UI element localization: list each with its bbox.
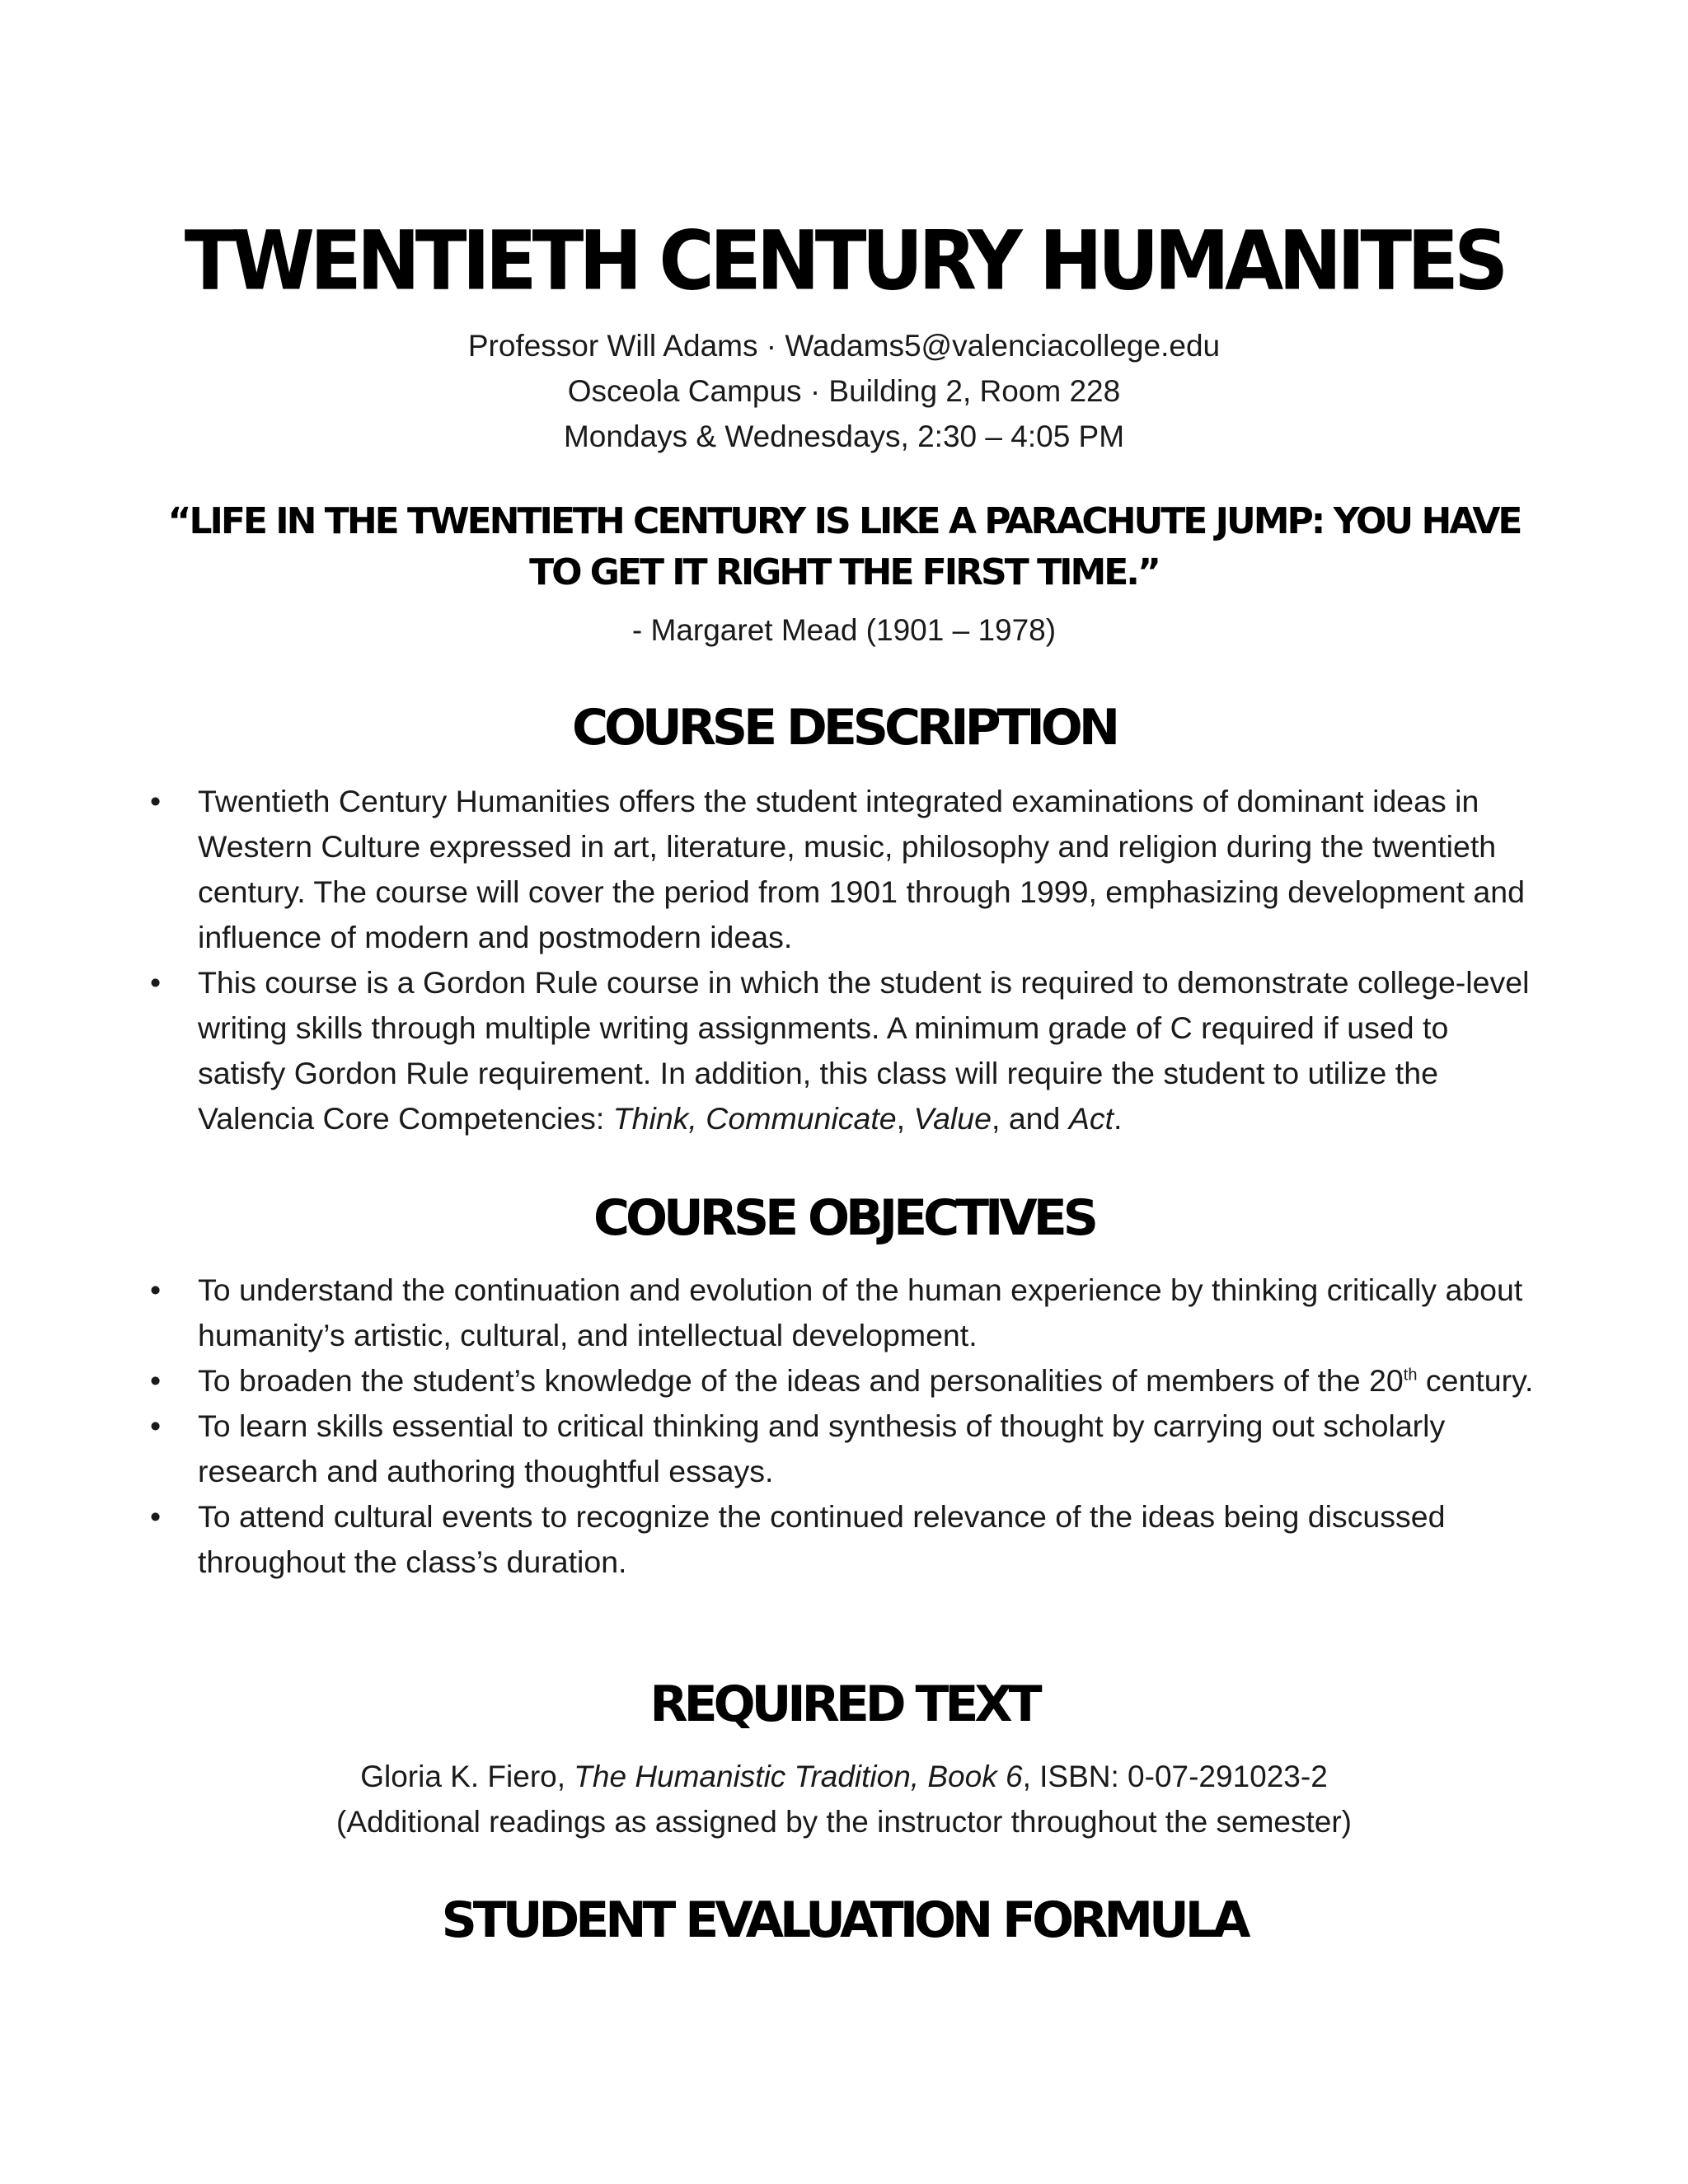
class-schedule-line: Mondays & Wednesdays, 2:30 – 4:05 PM [563, 419, 1125, 453]
conjunction-text: , and [991, 1101, 1069, 1136]
ordinal-suffix: th [1403, 1366, 1418, 1385]
competency-act: Act [1068, 1101, 1114, 1136]
bullet-icon: • [150, 965, 162, 1000]
objective-text: To attend cultural events to recognize the continued relevance of the ideas being discussed throughout the class’s duration. [198, 1499, 1446, 1579]
objective-text: To broaden the student’s knowledge of the ideas and personalities of members of the 20 [198, 1363, 1404, 1398]
quote-attribution: - Margaret Mead (1901 – 1978) [631, 613, 1057, 647]
bullet-icon: • [150, 1499, 162, 1534]
list-item [150, 1404, 1535, 1494]
campus-location-line: Osceola Campus · Building 2, Room 228 [567, 374, 1121, 408]
textbook-title: The Humanistic Tradition, Book 6 [574, 1760, 1023, 1793]
objective-text-end: century. [1417, 1363, 1534, 1398]
textbook-author: Gloria K. Fiero, [360, 1760, 574, 1793]
course-objectives-heading: COURSE OBJECTIVES [593, 1189, 1095, 1247]
instructor-contact-line: Professor Will Adams · Wadams5@valenciacollege.edu [467, 329, 1221, 363]
list-item [150, 779, 1535, 960]
evaluation-formula-heading: STUDENT EVALUATION FORMULA [441, 1891, 1247, 1949]
textbook-isbn: , ISBN: 0-07-291023-2 [1022, 1760, 1328, 1793]
course-objectives-list [150, 1268, 1535, 1585]
list-item [150, 1494, 1535, 1585]
course-title: TWENTIETH CENTURY HUMANITES [184, 213, 1504, 309]
required-text-heading: REQUIRED TEXT [649, 1675, 1039, 1733]
textbook-citation [0, 1754, 1688, 1799]
list-item [150, 1268, 1535, 1358]
additional-readings-note: (Additional readings as assigned by the instructor throughout the semester) [336, 1805, 1352, 1839]
description-bullet-text: Twentieth Century Humanities offers the student integrated examinations of dominant ideas in Western Culture expressed in art, literature, music, philosophy and religion during the twentieth century. The course will cover the period from 1901 through 1999, emphasizing development and influence of modern and postmodern ideas. [198, 784, 1525, 954]
course-description-list [150, 779, 1535, 1141]
sentence-end: . [1114, 1101, 1123, 1136]
epigraph-quote: “LIFE IN THE TWENTIETH CENTURY IS LIKE A PARACHUTE JUMP: YOU HAVE TO GET IT RIGHT THE FIRST TIME.” [167, 500, 1521, 593]
bullet-icon: • [150, 1272, 162, 1307]
bullet-icon: • [150, 784, 162, 818]
objective-text: To learn skills essential to critical thinking and synthesis of thought by carrying out scholarly research and authoring thoughtful essays. [198, 1408, 1446, 1488]
competency-think-communicate: Think, Communicate [612, 1101, 897, 1136]
course-description-heading: COURSE DESCRIPTION [571, 699, 1117, 757]
gordon-rule-text: This course is a Gordon Rule course in which the student is required to demonstrate college-level writing skills through multiple writing assignments. A minimum grade of C required if used to satisfy Gordon Rule requirement. In addition, this class will require the student to utilize the Valencia Core Competencies: [198, 965, 1530, 1136]
list-item [150, 1358, 1535, 1404]
bullet-icon: • [150, 1363, 162, 1398]
competency-value: Value [913, 1101, 992, 1136]
objective-text: To understand the continuation and evolution of the human experience by thinking critically about humanity’s artistic, cultural, and intellectual development. [198, 1272, 1523, 1352]
separator-text: , [896, 1101, 914, 1136]
bullet-icon: • [150, 1408, 162, 1443]
list-item [150, 960, 1535, 1141]
